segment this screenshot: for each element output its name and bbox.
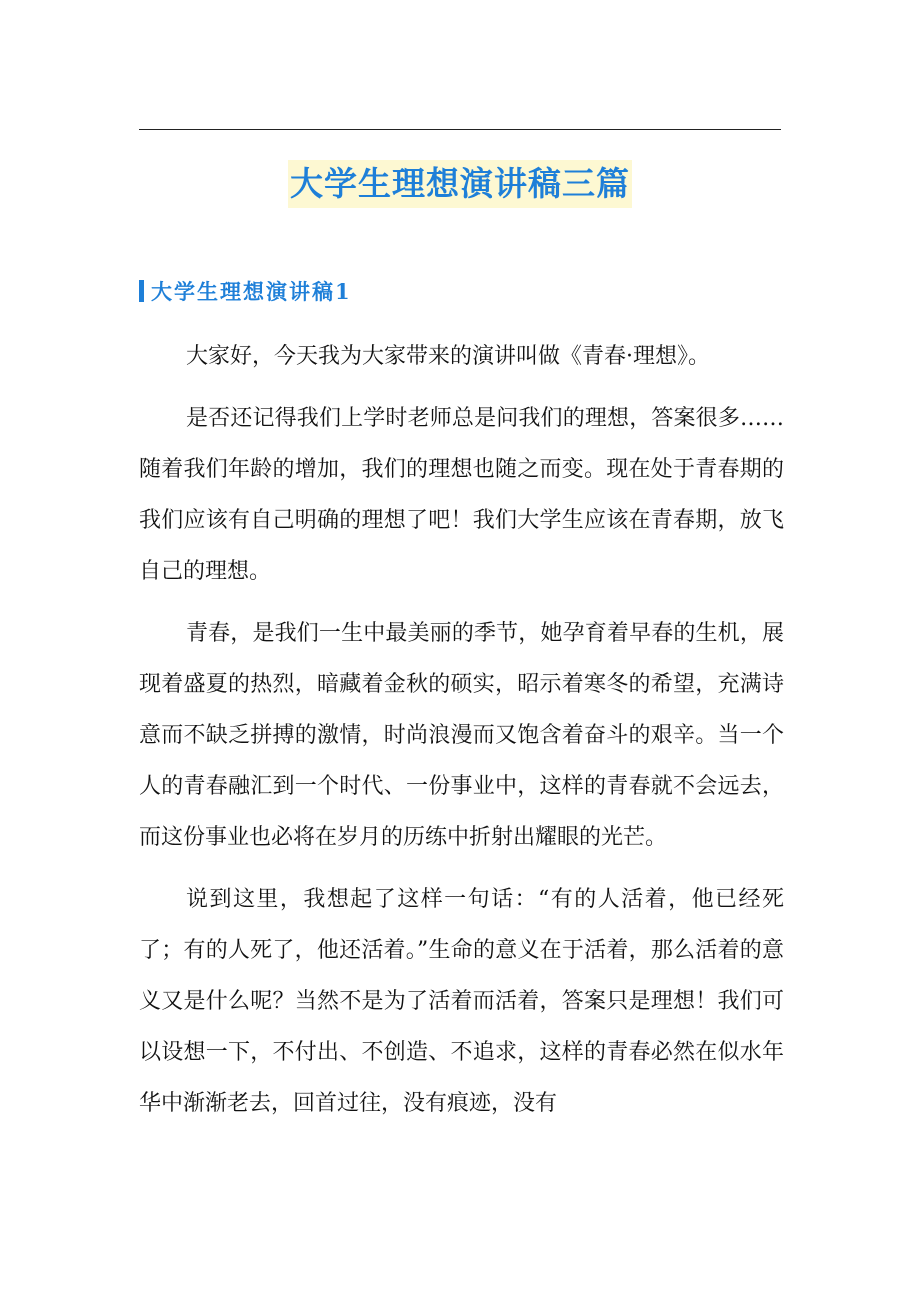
paragraph-3: 青春，是我们一生中最美丽的季节，她孕育着早春的生机，展现着盛夏的热烈，暗藏着金秋的硕实，昭示着寒冬的希望，充满诗意而不缺乏拼搏的激情，时尚浪漫而又饱含着奋斗的艰辛。当一个人的青春融汇到一个时代、一份事业中，这样的青春就不会远去，而这份事业也必将在岁月的历练中折射出耀眼的光芒。 <box>139 621 784 850</box>
heading-marker-bar <box>139 280 144 302</box>
document-title-text: 大学生理想演讲稿三篇 <box>288 160 632 208</box>
paragraph-2: 是否还记得我们上学时老师总是问我们的理想，答案很多……随着我们年龄的增加，我们的理想也随之而变。现在处于青春期的我们应该有自己明确的理想了吧！我们大学生应该在青春期，放飞自己的理想。 <box>139 406 784 584</box>
section-heading <box>139 276 352 306</box>
body-text <box>139 331 784 1129</box>
document-title <box>0 160 920 214</box>
paragraph-4: 说到这里，我想起了这样一句话：“有的人活着，他已经死了；有的人死了，他还活着。”生命的意义在于活着，那么活着的意义又是什么呢？当然不是为了活着而活着，答案只是理想！我们可以设想一下，不付出、不创造、不追求，这样的青春必然在似水年华中渐渐老去，回首过往，没有痕迹，没有 <box>139 887 784 1116</box>
top-divider <box>139 129 781 130</box>
section-heading-text: 大学生理想演讲稿1 <box>151 279 352 304</box>
paragraph-1: 大家好，今天我为大家带来的演讲叫做《青春·理想》。 <box>186 344 710 369</box>
